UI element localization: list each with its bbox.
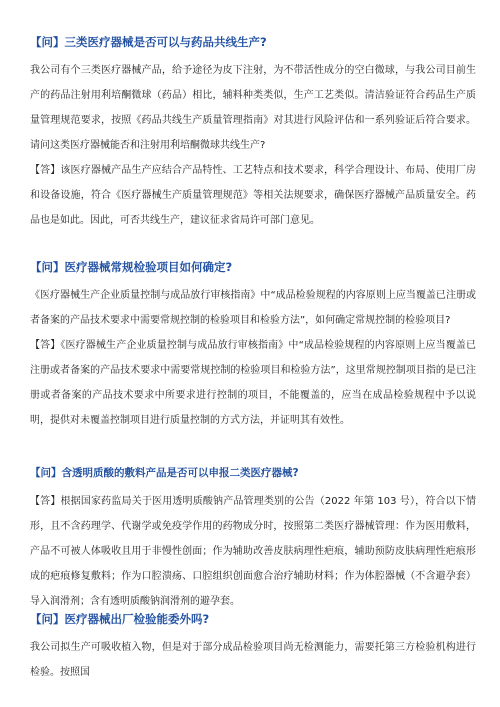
answer-paragraph: 【答】该医疗器械产品生产应结合产品特性、工艺特点和技术要求，科学合理设计、布局、使用厂房和设备设施，符合《医疗器械生产质量管理规范》等相关法规要求，确保医疗器械产品质量安全。药品也是如此。因此，可否共线生产，建议征求省局许可部门意见。 [30,165,476,226]
question-heading: 【问】医疗器械常规检验项目如何确定? [30,260,233,274]
qa-section-4 [30,611,476,685]
question-heading: 【问】三类医疗器械是否可以与药品共线生产? [30,35,267,49]
answer-paragraph: 【答】《医疗器械生产企业质量控制与成品放行审核指南》中“成品检验规程的内容原则上应当覆盖已注册或者备案的产品技术要求中需要常规控制的检验项目和检验方法”，这里常规控制项目指的是已注册或者备案的产品技术要求中所要求进行控制的项目，不能覆盖的，应当在成品检验规程中予以说明，提供对未覆盖控制项目进行质量控制的方式方法，并证明其有效性。 [30,340,476,426]
qa-section-1 [30,34,476,233]
qa-section-3 [30,465,476,614]
question-detail: 《医疗器械生产企业质量控制与成品放行审核指南》中“成品检验规程的内容原则上应当覆盖已注册或者备案的产品技术要求中需要常规控制的检验项目和检验方法”，如何确定常规控制的检验项目? [30,290,476,326]
qa-section-2 [30,259,476,433]
answer-paragraph: 【答】根据国家药监局关于医用透明质酸钠产品管理类别的公告（2022 年第 103 号），符合以下情形，且不含药理学、代谢学或免疫学作用的药物成分时，按照第二类医疗器械管理：作为医用敷料，产品不可被人体吸收且用于非慢性创面；作为辅助改善皮肤病理性疤痕，辅助预防皮肤病理性疤痕形成的疤痕修复敷料；作为口腔溃疡、口腔组织创面愈合治疗辅助材料；作为体腔器械（不含避孕套）导入润滑剂；含有透明质酸钠润滑剂的避孕套。 [30,496,476,607]
question-heading: 【问】医疗器械出厂检验能委外吗? [30,612,210,626]
question-detail: 我公司拟生产可吸收植入物，但是对于部分成品检验项目尚无检测能力，需要托第三方检验机构进行检验。按照国 [30,642,476,678]
question-detail: 我公司有个三类医疗器械产品，给予途径为皮下注射，为不带活性成分的空白微球，与我公司目前生产的药品注射用利培酮微球（药品）相比，辅料种类类似，生产工艺类似。清洁验证符合药品生产质量管理规范要求，按照《药品共线生产质量管理指南》对其进行风险评估和一系列验证后符合要求。请问这类医疗器械能否和注射用利培酮微球共线生产? [30,65,476,151]
question-heading: 【问】含透明质酸的敷料产品是否可以申报二类医疗器械? [30,467,299,479]
